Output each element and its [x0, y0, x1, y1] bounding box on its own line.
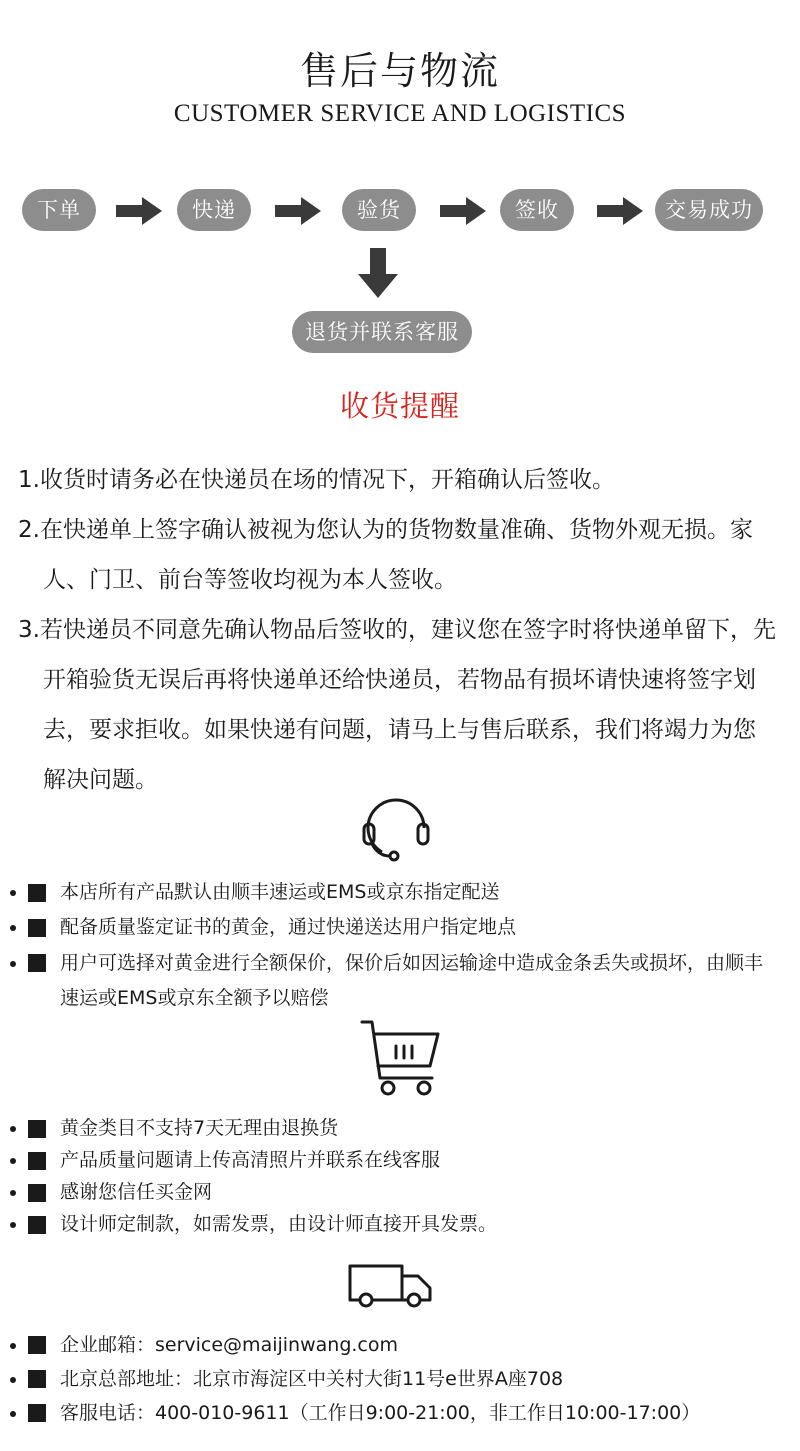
- right-arrow-icon: [597, 197, 643, 225]
- shopping-cart-icon: [358, 1018, 442, 1098]
- page-subtitle: CUSTOMER SERVICE AND LOGISTICS: [173, 100, 627, 127]
- list-item: [28, 1396, 778, 1430]
- list-item: [28, 946, 778, 1016]
- list-item-text: 北京总部地址：北京市海淀区中关村大街11号e世界A座708: [60, 1368, 564, 1390]
- list-item-text: 产品质量问题请上传高清照片并联系在线客服: [60, 1149, 441, 1171]
- flow-step-sign: 签收: [500, 189, 574, 231]
- bullet-square-icon: [28, 954, 46, 972]
- shopping-list: [28, 1112, 778, 1240]
- list-item: [28, 1328, 778, 1362]
- list-item-text: 用户可选择对黄金进行全额保价，保价后如因运输途中造成金条丢失或损坏，由顺丰速运或EMS或京东全额予以赔偿: [60, 952, 764, 1009]
- bullet-square-icon: [28, 1120, 46, 1138]
- list-item-text: 配备质量鉴定证书的黄金，通过快递送达用户指定地点: [60, 916, 517, 938]
- list-item: [28, 1176, 778, 1208]
- list-item: [28, 1208, 778, 1240]
- rule-item: 2.在快递单上签字确认被视为您认为的货物数量准确、货物外观无损。家人、门卫、前台等签收均视为本人签收。: [18, 517, 753, 593]
- right-arrow-icon: [440, 197, 486, 225]
- list-item-text: 感谢您信任买金网: [60, 1181, 213, 1203]
- list-item: [28, 1144, 778, 1176]
- flow-step-express: 快递: [177, 189, 251, 231]
- list-item: [28, 1362, 778, 1396]
- reminder-rules: [18, 455, 778, 805]
- bullet-square-icon: [28, 1404, 46, 1422]
- flow-step-inspect: 验货: [342, 189, 416, 231]
- list-item-text: 设计师定制款，如需发票，由设计师直接开具发票。: [60, 1213, 498, 1235]
- reminder-title: 收货提醒: [339, 389, 460, 423]
- bullet-square-icon: [28, 1152, 46, 1170]
- list-item-text: 本店所有产品默认由顺丰速运或EMS或京东指定配送: [60, 881, 500, 903]
- flow-step-return: 退货并联系客服: [292, 311, 472, 353]
- list-item: [28, 1112, 778, 1144]
- contact-list: [28, 1328, 778, 1430]
- delivery-truck-icon: [346, 1262, 436, 1310]
- list-item-text: 黄金类目不支持7天无理由退换货: [60, 1117, 339, 1139]
- right-arrow-icon: [275, 197, 321, 225]
- bullet-square-icon: [28, 919, 46, 937]
- list-item-text: 客服电话：400-010-9611（工作日9:00-21:00，非工作日10:00-17:00）: [60, 1402, 701, 1424]
- flow-step-order: 下单: [22, 189, 96, 231]
- bullet-square-icon: [28, 1184, 46, 1202]
- bullet-square-icon: [28, 1336, 46, 1354]
- rule-item: 3.若快递员不同意先确认物品后签收的，建议您在签字时将快递单留下，先开箱验货无误后再将快递单还给快递员，若物品有损坏请快速将签字划去，要求拒收。如果快递有问题，请马上与售后联系，我们将竭力为您解决问题。: [18, 617, 776, 793]
- bullet-square-icon: [28, 1370, 46, 1388]
- right-arrow-icon: [116, 197, 162, 225]
- rule-item: 1.收货时请务必在快递员在场的情况下，开箱确认后签收。: [18, 467, 615, 493]
- list-item-text: 企业邮箱：service@maijinwang.com: [60, 1334, 398, 1356]
- list-item: [28, 876, 778, 908]
- service-list: [28, 876, 778, 1016]
- down-arrow-icon: [358, 248, 398, 298]
- page-title: 售后与物流: [299, 49, 500, 93]
- list-item: [28, 911, 778, 943]
- headset-icon: [358, 790, 434, 866]
- bullet-square-icon: [28, 884, 46, 902]
- bullet-square-icon: [28, 1216, 46, 1234]
- flow-step-done: 交易成功: [655, 189, 763, 231]
